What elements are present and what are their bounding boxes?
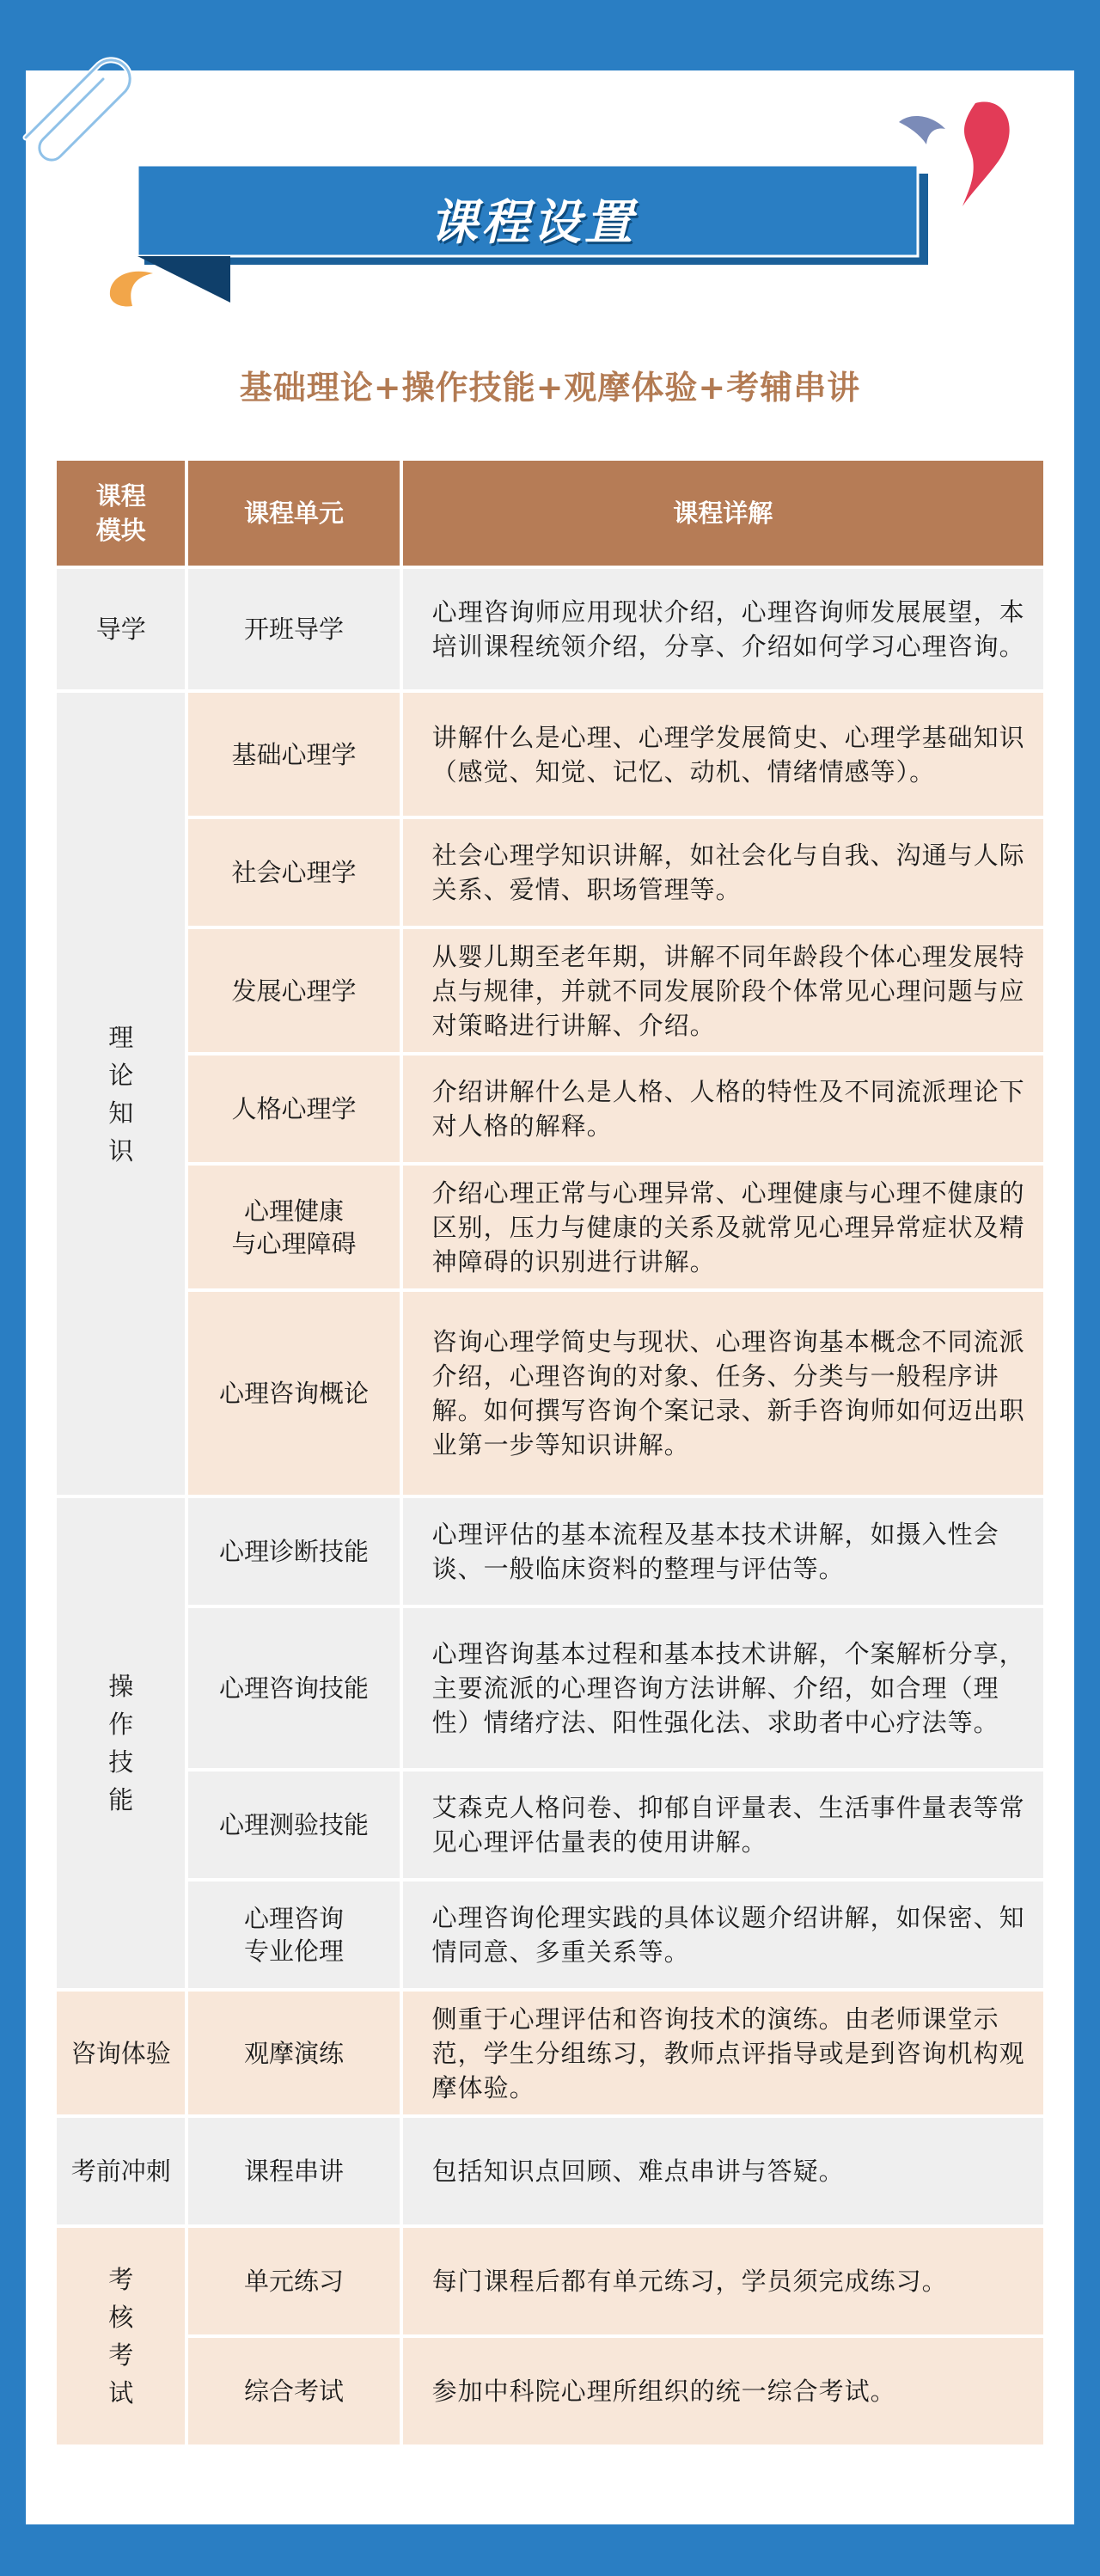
unit-cell: 综合考试 (188, 2338, 399, 2444)
unit-cell: 心理测验技能 (188, 1771, 399, 1878)
unit-cell: 心理咨询概论 (188, 1292, 399, 1495)
detail-cell: 包括知识点回顾、难点串讲与答疑。 (403, 2118, 1043, 2224)
unit-cell: 单元练习 (188, 2228, 399, 2334)
table-row (57, 2338, 1043, 2444)
table-row (57, 1055, 1043, 1162)
module-guide: 导学 (57, 569, 185, 689)
detail-cell: 介绍心理正常与心理异常、心理健康与心理不健康的区别，压力与健康的关系及就常见心理异常症状及精神障碍的识别进行讲解。 (403, 1166, 1043, 1288)
module-skills: 操作技能 (57, 1498, 185, 1988)
table-row (57, 1608, 1043, 1768)
detail-cell: 心理咨询师应用现状介绍，心理咨询师发展展望，本培训课程统领介绍，分享、介绍如何学习心理咨询。 (403, 569, 1043, 689)
table-row (57, 2228, 1043, 2334)
unit-cell: 开班导学 (188, 569, 399, 689)
detail-cell: 艾森克人格问卷、抑郁自评量表、生活事件量表等常见心理评估量表的使用讲解。 (403, 1771, 1043, 1878)
paperclip-icon (0, 34, 138, 163)
table-row (57, 1992, 1043, 2114)
header-module: 课程 模块 (57, 461, 185, 566)
table-header-row (57, 461, 1043, 566)
detail-cell: 每门课程后都有单元练习，学员须完成练习。 (403, 2228, 1043, 2334)
unit-cell: 心理诊断技能 (188, 1498, 399, 1605)
unit-cell: 心理咨询技能 (188, 1608, 399, 1768)
detail-cell: 心理咨询伦理实践的具体议题介绍讲解，如保密、知情同意、多重关系等。 (403, 1882, 1043, 1988)
detail-cell: 讲解什么是心理、心理学发展简史、心理学基础知识（感觉、知觉、记忆、动机、情绪情感等）。 (403, 693, 1043, 816)
detail-cell: 心理咨询基本过程和基本技术讲解，个案解析分享，主要流派的心理咨询方法讲解、介绍，如合理（理性）情绪疗法、阳性强化法、求助者中心疗法等。 (403, 1608, 1043, 1768)
unit-cell: 观摩演练 (188, 1992, 399, 2114)
header-detail: 课程详解 (403, 461, 1043, 566)
unit-cell: 发展心理学 (188, 929, 399, 1052)
table-row (57, 1498, 1043, 1605)
unit-cell: 心理咨询 专业伦理 (188, 1882, 399, 1988)
table-row (57, 1771, 1043, 1878)
table-row (57, 1292, 1043, 1495)
header-unit: 课程单元 (188, 461, 399, 566)
unit-cell: 社会心理学 (188, 819, 399, 926)
table-row (57, 693, 1043, 816)
detail-cell: 介绍讲解什么是人格、人格的特性及不同流派理论下对人格的解释。 (403, 1055, 1043, 1162)
table-row (57, 569, 1043, 689)
table-row (57, 1882, 1043, 1988)
detail-cell: 参加中科院心理所组织的统一综合考试。 (403, 2338, 1043, 2444)
course-table (53, 457, 1047, 2448)
detail-cell: 社会心理学知识讲解，如社会化与自我、沟通与人际关系、爱情、职场管理等。 (403, 819, 1043, 926)
unit-cell: 基础心理学 (188, 693, 399, 816)
page-title: 课程设置 (430, 195, 636, 251)
module-experience: 咨询体验 (57, 1992, 185, 2114)
module-exam: 考核考试 (57, 2228, 185, 2444)
table-row (57, 929, 1043, 1052)
detail-cell: 心理评估的基本流程及基本技术讲解，如摄入性会谈、一般临床资料的整理与评估等。 (403, 1498, 1043, 1605)
detail-cell: 咨询心理学简史与现状、心理咨询基本概念不同流派介绍，心理咨询的对象、任务、分类与一般程序讲解。如何撰写咨询个案记录、新手咨询师如何迈出职业第一步等知识讲解。 (403, 1292, 1043, 1495)
unit-cell: 人格心理学 (188, 1055, 399, 1162)
detail-cell: 侧重于心理评估和咨询技术的演练。由老师课堂示范，学生分组练习，教师点评指导或是到咨询机构观摩体验。 (403, 1992, 1043, 2114)
unit-cell: 课程串讲 (188, 2118, 399, 2224)
table-row (57, 1166, 1043, 1288)
page-subtitle: 基础理论+操作技能+观摩体验+考辅串讲 (239, 369, 861, 407)
module-sprint: 考前冲刺 (57, 2118, 185, 2224)
unit-cell: 心理健康 与心理障碍 (188, 1166, 399, 1288)
title-banner (138, 165, 928, 304)
module-theory: 理论知识 (57, 693, 185, 1495)
table-row (57, 2118, 1043, 2224)
detail-cell: 从婴儿期至老年期，讲解不同年龄段个体心理发展特点与规律，并就不同发展阶段个体常见心理问题与应对策略进行讲解、介绍。 (403, 929, 1043, 1052)
table-row (57, 819, 1043, 926)
